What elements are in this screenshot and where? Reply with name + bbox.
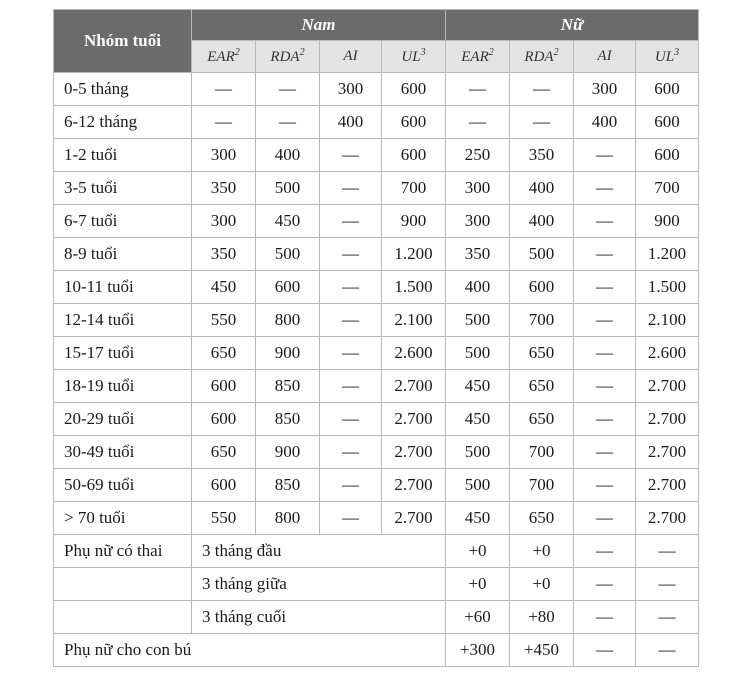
age-group-header: Nhóm tuổi (54, 10, 192, 73)
age-group-cell: 10-11 tuổi (54, 271, 192, 304)
value-cell: 300 (574, 73, 636, 106)
value-cell: 250 (446, 139, 510, 172)
value-cell: 500 (256, 172, 320, 205)
value-cell: — (320, 337, 382, 370)
value-cell: 600 (636, 139, 699, 172)
value-cell: — (636, 535, 699, 568)
value-cell: 300 (446, 172, 510, 205)
value-cell: 350 (446, 238, 510, 271)
value-cell: 700 (510, 469, 574, 502)
value-cell: +80 (510, 601, 574, 634)
value-cell: — (574, 271, 636, 304)
table-row-pregnant (54, 601, 699, 634)
value-cell: 850 (256, 469, 320, 502)
female-header: Nữ (446, 10, 699, 41)
value-cell: 400 (510, 205, 574, 238)
column-header-label: RDA (270, 49, 300, 65)
age-group-cell: 30-49 tuổi (54, 436, 192, 469)
value-cell: — (320, 205, 382, 238)
value-cell: 900 (382, 205, 446, 238)
value-cell: — (574, 337, 636, 370)
value-cell: 450 (446, 370, 510, 403)
value-cell: 2.700 (382, 436, 446, 469)
table-row (54, 436, 699, 469)
value-cell: — (574, 469, 636, 502)
value-cell: — (320, 271, 382, 304)
value-cell: 350 (192, 172, 256, 205)
table-row-lactating (54, 634, 699, 667)
value-cell: 2.700 (636, 403, 699, 436)
column-header-footnote: 2 (299, 47, 305, 58)
value-cell: — (256, 73, 320, 106)
age-group-cell: 6-12 tháng (54, 106, 192, 139)
value-cell: 650 (510, 403, 574, 436)
value-cell: 400 (320, 106, 382, 139)
value-cell: — (192, 106, 256, 139)
value-cell: 600 (636, 106, 699, 139)
value-cell: 600 (382, 139, 446, 172)
value-cell: — (510, 73, 574, 106)
nutrient-table (53, 9, 699, 667)
value-cell: 2.600 (382, 337, 446, 370)
table-row (54, 139, 699, 172)
value-cell: 650 (192, 337, 256, 370)
value-cell: — (320, 469, 382, 502)
value-cell: 450 (446, 502, 510, 535)
table-row (54, 73, 699, 106)
value-cell: 600 (192, 370, 256, 403)
age-group-cell: 8-9 tuổi (54, 238, 192, 271)
column-header-footnote: 3 (674, 47, 680, 58)
value-cell: 650 (510, 502, 574, 535)
column-header-female-ul (636, 41, 699, 73)
value-cell: 550 (192, 304, 256, 337)
table-row (54, 370, 699, 403)
value-cell: 500 (446, 436, 510, 469)
table-row-pregnant (54, 535, 699, 568)
value-cell: 450 (192, 271, 256, 304)
value-cell: 900 (256, 337, 320, 370)
column-header-label: AI (597, 48, 612, 64)
lactating-label-cell: Phụ nữ cho con bú (54, 634, 446, 667)
trimester-cell: 3 tháng cuối (192, 601, 446, 634)
value-cell: 500 (256, 238, 320, 271)
table-row (54, 469, 699, 502)
value-cell: 500 (446, 304, 510, 337)
value-cell: — (446, 106, 510, 139)
value-cell: 850 (256, 370, 320, 403)
value-cell: — (574, 535, 636, 568)
table-row (54, 271, 699, 304)
value-cell: 550 (192, 502, 256, 535)
value-cell: — (574, 304, 636, 337)
value-cell: — (574, 139, 636, 172)
table-row (54, 337, 699, 370)
age-group-cell: > 70 tuổi (54, 502, 192, 535)
age-group-cell: 20-29 tuổi (54, 403, 192, 436)
value-cell: 400 (256, 139, 320, 172)
value-cell: 300 (446, 205, 510, 238)
age-group-cell: 50-69 tuổi (54, 469, 192, 502)
value-cell: — (320, 238, 382, 271)
value-cell: — (574, 172, 636, 205)
value-cell: — (320, 139, 382, 172)
value-cell: — (636, 601, 699, 634)
value-cell: +0 (510, 535, 574, 568)
value-cell: 2.600 (636, 337, 699, 370)
value-cell: 1.500 (382, 271, 446, 304)
value-cell: 800 (256, 502, 320, 535)
value-cell: 2.700 (636, 370, 699, 403)
value-cell: — (574, 568, 636, 601)
value-cell: 850 (256, 403, 320, 436)
value-cell: — (636, 568, 699, 601)
table-row (54, 502, 699, 535)
value-cell: 450 (256, 205, 320, 238)
value-cell: +0 (446, 568, 510, 601)
pregnant-label-cell (54, 601, 192, 634)
value-cell: — (574, 370, 636, 403)
column-header-footnote: 2 (553, 47, 559, 58)
value-cell: 2.700 (636, 502, 699, 535)
value-cell: 600 (192, 403, 256, 436)
value-cell: — (320, 172, 382, 205)
value-cell: 350 (510, 139, 574, 172)
value-cell: 350 (192, 238, 256, 271)
pregnant-label-cell (54, 568, 192, 601)
value-cell: 2.100 (382, 304, 446, 337)
column-header-label: EAR (461, 49, 489, 65)
value-cell: 500 (510, 238, 574, 271)
column-header-label: AI (343, 48, 358, 64)
value-cell: 2.700 (636, 436, 699, 469)
value-cell: 2.100 (636, 304, 699, 337)
value-cell: 300 (192, 205, 256, 238)
table-row (54, 304, 699, 337)
age-group-cell: 6-7 tuổi (54, 205, 192, 238)
value-cell: — (256, 106, 320, 139)
value-cell: 1.200 (636, 238, 699, 271)
column-header-male-ul (382, 41, 446, 73)
table-row (54, 172, 699, 205)
column-header-label: UL (654, 49, 675, 65)
value-cell: 650 (510, 370, 574, 403)
column-header-footnote: 2 (488, 47, 494, 58)
value-cell: — (320, 436, 382, 469)
column-header-label: UL (401, 49, 421, 65)
value-cell: +0 (446, 535, 510, 568)
value-cell: 800 (256, 304, 320, 337)
value-cell: 2.700 (382, 502, 446, 535)
value-cell: 300 (320, 73, 382, 106)
value-cell: 600 (382, 106, 446, 139)
value-cell: — (192, 73, 256, 106)
column-header-male-ear (192, 41, 256, 73)
value-cell: — (446, 73, 510, 106)
value-cell: — (320, 370, 382, 403)
age-group-cell: 18-19 tuổi (54, 370, 192, 403)
value-cell: 700 (510, 304, 574, 337)
value-cell: — (574, 238, 636, 271)
value-cell: 600 (382, 73, 446, 106)
trimester-cell: 3 tháng giữa (192, 568, 446, 601)
value-cell: 700 (636, 172, 699, 205)
value-cell: — (574, 436, 636, 469)
column-header-female-ear (446, 41, 510, 73)
value-cell: — (320, 304, 382, 337)
value-cell: 700 (382, 172, 446, 205)
value-cell: — (320, 403, 382, 436)
value-cell: — (574, 502, 636, 535)
value-cell: 400 (574, 106, 636, 139)
table-row (54, 238, 699, 271)
column-header-female-rda (510, 41, 574, 73)
value-cell: — (574, 634, 636, 667)
age-group-cell: 1-2 tuổi (54, 139, 192, 172)
value-cell: — (320, 502, 382, 535)
value-cell: 700 (510, 436, 574, 469)
age-group-cell: 0-5 tháng (54, 73, 192, 106)
age-group-cell: 3-5 tuổi (54, 172, 192, 205)
value-cell: 650 (510, 337, 574, 370)
value-cell: +0 (510, 568, 574, 601)
value-cell: +300 (446, 634, 510, 667)
value-cell: 2.700 (636, 469, 699, 502)
column-header-label: EAR (207, 49, 235, 65)
value-cell: 2.700 (382, 469, 446, 502)
table-row (54, 106, 699, 139)
column-header-male-ai (320, 41, 382, 73)
value-cell: — (636, 634, 699, 667)
age-group-cell: 15-17 tuổi (54, 337, 192, 370)
value-cell: 2.700 (382, 370, 446, 403)
value-cell: — (574, 403, 636, 436)
age-group-cell: 12-14 tuổi (54, 304, 192, 337)
value-cell: 600 (256, 271, 320, 304)
trimester-cell: 3 tháng đầu (192, 535, 446, 568)
value-cell: 900 (636, 205, 699, 238)
value-cell: — (574, 205, 636, 238)
value-cell: 1.500 (636, 271, 699, 304)
value-cell: 2.700 (382, 403, 446, 436)
value-cell: — (574, 601, 636, 634)
value-cell: — (510, 106, 574, 139)
value-cell: 600 (192, 469, 256, 502)
value-cell: 600 (636, 73, 699, 106)
male-header: Nam (192, 10, 446, 41)
column-header-female-ai (574, 41, 636, 73)
value-cell: 500 (446, 469, 510, 502)
value-cell: +60 (446, 601, 510, 634)
value-cell: 650 (192, 436, 256, 469)
value-cell: 1.200 (382, 238, 446, 271)
column-header-footnote: 3 (420, 47, 426, 58)
table-row (54, 403, 699, 436)
table-row (54, 205, 699, 238)
column-header-male-rda (256, 41, 320, 73)
value-cell: 500 (446, 337, 510, 370)
value-cell: 400 (510, 172, 574, 205)
pregnant-label-cell: Phụ nữ có thai (54, 535, 192, 568)
value-cell: 600 (510, 271, 574, 304)
value-cell: 300 (192, 139, 256, 172)
column-header-footnote: 2 (234, 47, 240, 58)
table-row-pregnant (54, 568, 699, 601)
value-cell: 400 (446, 271, 510, 304)
value-cell: 450 (446, 403, 510, 436)
value-cell: 900 (256, 436, 320, 469)
column-header-label: RDA (524, 49, 554, 65)
value-cell: +450 (510, 634, 574, 667)
